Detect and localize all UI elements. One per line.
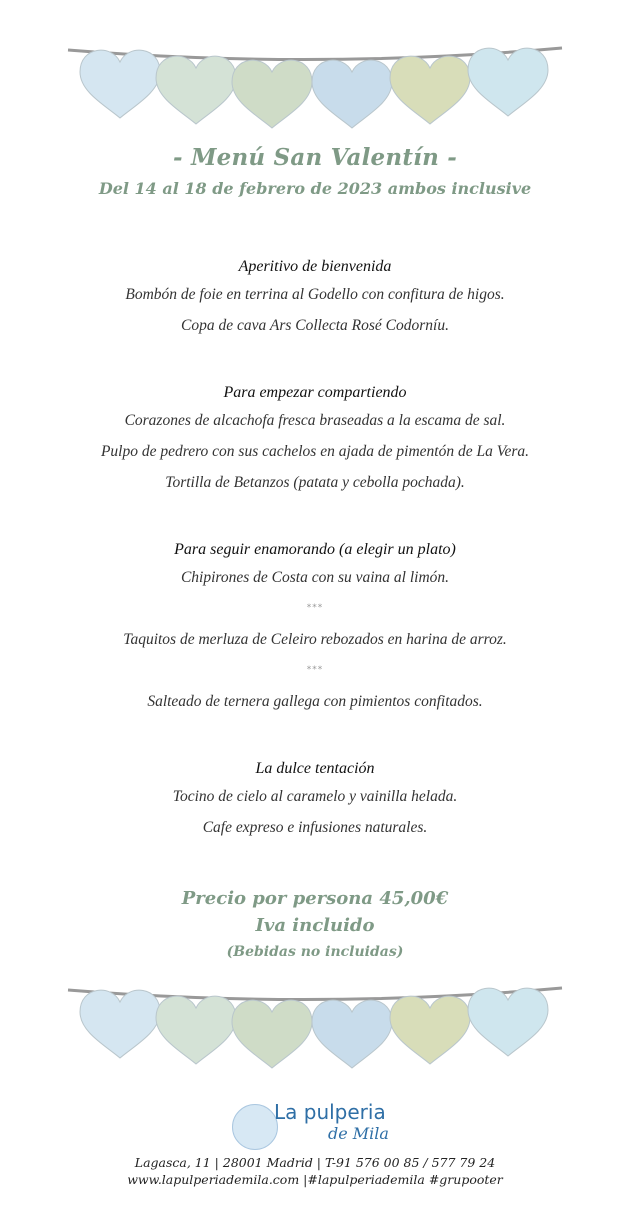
- footer-web: www.lapulperiademila.com |#lapulperiademila #grupooter: [127, 1172, 503, 1187]
- menu-item: Pulpo de pedrero con sus cachelos en ajada de pimentón de La Vera.: [100, 443, 530, 460]
- price-block: [0, 888, 630, 960]
- heart-icon: [390, 996, 470, 1064]
- item-separator: ***: [306, 603, 324, 613]
- menu-item: Copa de cava Ars Collecta Rosé Codorníu.: [181, 317, 449, 334]
- footer: [0, 1154, 630, 1188]
- heart-icon: [468, 48, 548, 116]
- heart-icon: [312, 1000, 392, 1068]
- section-title: Aperitivo de bienvenida: [238, 258, 392, 275]
- logo-name: La pulperia: [274, 1100, 386, 1124]
- menu-item: Bombón de foie en terrina al Godello con confitura de higos.: [125, 286, 505, 303]
- heart-icon: [312, 60, 392, 128]
- section-title: Para empezar compartiendo: [223, 384, 407, 401]
- vat-note: Iva incluido: [255, 915, 375, 936]
- menu-section: [0, 757, 630, 843]
- heart-icon: [80, 50, 160, 118]
- menu-item: Taquitos de merluza de Celeiro rebozados en harina de arroz.: [123, 631, 507, 648]
- price-per-person: Precio por persona 45,00€: [181, 888, 449, 909]
- heart-icon: [156, 996, 236, 1064]
- menu-section: [0, 381, 630, 498]
- menu-body: [0, 255, 630, 843]
- heart-icon: [232, 1000, 312, 1068]
- menu-item: Salteado de ternera gallega con pimientos confitados.: [147, 693, 483, 710]
- menu-section: [0, 538, 630, 717]
- menu-item: Chipirones de Costa con su vaina al limón.: [180, 569, 450, 586]
- octopus-icon: [232, 1104, 278, 1150]
- menu-title: - Menú San Valentín -: [173, 144, 457, 171]
- menu-dates: Del 14 al 18 de febrero de 2023 ambos inclusive: [98, 179, 532, 198]
- menu-header: [0, 144, 630, 198]
- heart-garland-bottom: [0, 970, 630, 1080]
- menu-item: Corazones de alcachofa fresca braseadas a la escama de sal.: [124, 412, 506, 429]
- menu-item: Tortilla de Betanzos (patata y cebolla pochada).: [165, 474, 465, 491]
- item-separator: ***: [306, 665, 324, 675]
- menu-item: Tocino de cielo al caramelo y vainilla helada.: [172, 788, 458, 805]
- drinks-note: (Bebidas no incluidas): [226, 944, 404, 960]
- section-title: Para seguir enamorando (a elegir un plato): [174, 541, 456, 558]
- logo-subname: de Mila: [328, 1124, 389, 1143]
- heart-icon: [232, 60, 312, 128]
- section-title: La dulce tentación: [255, 760, 375, 777]
- menu-item: Cafe expreso e infusiones naturales.: [202, 819, 428, 836]
- heart-icon: [156, 56, 236, 124]
- heart-icon: [80, 990, 160, 1058]
- heart-icon: [390, 56, 470, 124]
- restaurant-logo: [228, 1098, 408, 1148]
- menu-section: [0, 255, 630, 341]
- heart-garland-top: [0, 30, 630, 140]
- footer-address: Lagasca, 11 | 28001 Madrid | T-91 576 00 85 / 577 79 24: [134, 1155, 496, 1170]
- heart-icon: [468, 988, 548, 1056]
